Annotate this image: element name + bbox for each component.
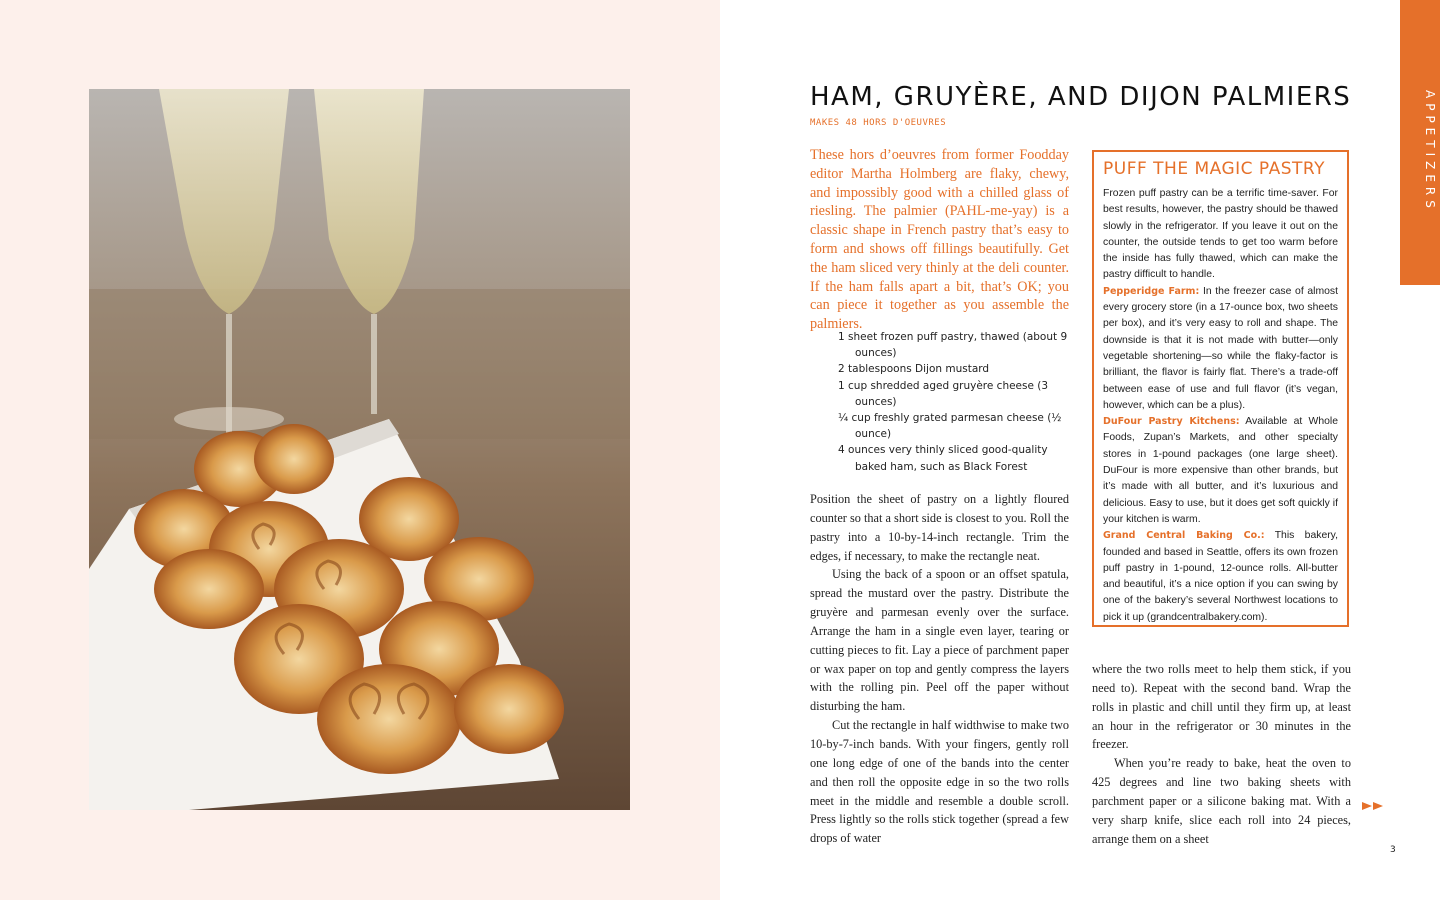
page-number: 3 bbox=[1390, 845, 1396, 855]
method-column-2 bbox=[1092, 660, 1351, 848]
brand-name: Pepperidge Farm: bbox=[1103, 285, 1200, 297]
ingredient-list bbox=[838, 329, 1070, 475]
sidebar-item bbox=[1103, 414, 1338, 528]
double-arrow-right-icon bbox=[1362, 801, 1386, 811]
palmiers-photo bbox=[89, 89, 630, 810]
sidebar-item bbox=[1103, 528, 1338, 626]
palmiers-photo-illustration bbox=[89, 89, 630, 810]
section-tab-label: APPETIZERS bbox=[1423, 90, 1437, 213]
recipe-yield: MAKES 48 HORS D'OEUVRES bbox=[810, 118, 947, 128]
ingredient-item: 1 sheet frozen puff pastry, thawed (about 9 ounces) bbox=[838, 331, 1068, 360]
method-column-1 bbox=[810, 490, 1069, 848]
recipe-intro: These hors d’oeuvres from former Foodday editor Martha Holmberg are flaky, chewy, and impossibly good with a chilled glass of riesling. The palmier (PAHL-me-yay) is a classic shape in French pastry that’s easy to form and shows off fillings beautifully. Get the ham sliced very thinly at the deli counter. If the ham falls apart a bit, that’s OK; you can piece it together as you assemble the palmiers. bbox=[810, 147, 1069, 333]
brand-description: This bakery, founded and based in Seattle, offers its own frozen puff pastry in 1-pound, 12-ounce rolls. All-butter and beautiful, it’s a nice option if you can swing by one of the bakery’s several Northwest locations to pick it up (grandcentralbakery.com). bbox=[1103, 530, 1338, 623]
method-paragraph: When you’re ready to bake, heat the oven to 425 degrees and line two baking sheets with parchment paper or a silicone baking mat. With a very sharp knife, slice each roll into 24 pieces, arrange them on a sheet bbox=[1092, 756, 1351, 846]
method-paragraph: where the two rolls meet to help them stick, if you need to). Repeat with the second band. Wrap the rolls in plastic and chill until they firm up, at least an hour in the refrigerator or 30 minutes in the freezer. bbox=[1092, 662, 1351, 752]
recipe-title: HAM, GRUYÈRE, AND DIJON PALMIERS bbox=[810, 82, 1352, 112]
method-paragraph: Cut the rectangle in half widthwise to make two 10-by-7-inch bands. With your fingers, gently roll one long edge of one of the bands into the center and then roll the opposite edge in so the two rolls meet in the middle and resemble a double scroll. Press lightly so the rolls stick together (spread a few drops of water bbox=[810, 718, 1069, 846]
brand-name: DuFour Pastry Kitchens: bbox=[1103, 416, 1240, 428]
sidebar-title: PUFF THE MAGIC PASTRY bbox=[1103, 159, 1326, 179]
sidebar-item bbox=[1103, 284, 1338, 414]
sidebar-intro: Frozen puff pastry can be a terrific time-saver. For best results, however, the pastry should be thawed slowly in the refrigerator. If you leave it out on the counter, the outside tends to get too warm before the inside has fully thawed, which can make the pastry difficult to handle. bbox=[1103, 188, 1338, 281]
method-paragraph: Position the sheet of pastry on a lightly floured counter so that a short side is closest to you. Roll the pastry into a 10-by-14-inch rectangle. Trim the edges, if necessary, to make the rectangle neat. bbox=[810, 492, 1069, 563]
ingredient-item: 1 cup shredded aged gruyère cheese (3 ounces) bbox=[838, 379, 1049, 408]
method-paragraph: Using the back of a spoon or an offset spatula, spread the mustard over the pastry. Distribute the gruyère and parmesan evenly over the surface. Arrange the ham in a single even layer, tearing or cutting pieces to fit. Lay a piece of parchment paper or wax paper on top and gently compress the layers with the rolling pin. Peel off the paper without disturbing the ham. bbox=[810, 567, 1069, 714]
sidebar-body bbox=[1103, 186, 1338, 626]
brand-name: Grand Central Baking Co.: bbox=[1103, 530, 1265, 542]
ingredient-item: ¼ cup freshly grated parmesan cheese (½ ounce) bbox=[838, 412, 1062, 441]
brand-description: Available at Whole Foods, Zupan’s Markets, and other specialty stores in 1-pound packages (one large sheet). DuFour is more expensive than other brands, but it’s made with all butter, and it’s luxurious and delicious. Easy to use, but it does get soft quickly if your kitchen is warm. bbox=[1103, 416, 1338, 525]
brand-description: In the freezer case of almost every grocery store (in a 17-ounce box, two sheets per box), and it’s very easy to roll and shape. The downside is that it is not made with butter—only vegetable shortening—so while the flaky-factor is brilliant, the flavor is fairly flat. There’s a trade-off between ease of use and full flavor (it’s vegan, however, which can be a plus). bbox=[1103, 285, 1338, 411]
ingredient-item: 4 ounces very thinly sliced good-quality baked ham, such as Black Forest bbox=[838, 444, 1048, 473]
puff-pastry-sidebar bbox=[1092, 150, 1349, 627]
ingredient-item: 2 tablespoons Dijon mustard bbox=[838, 363, 990, 376]
